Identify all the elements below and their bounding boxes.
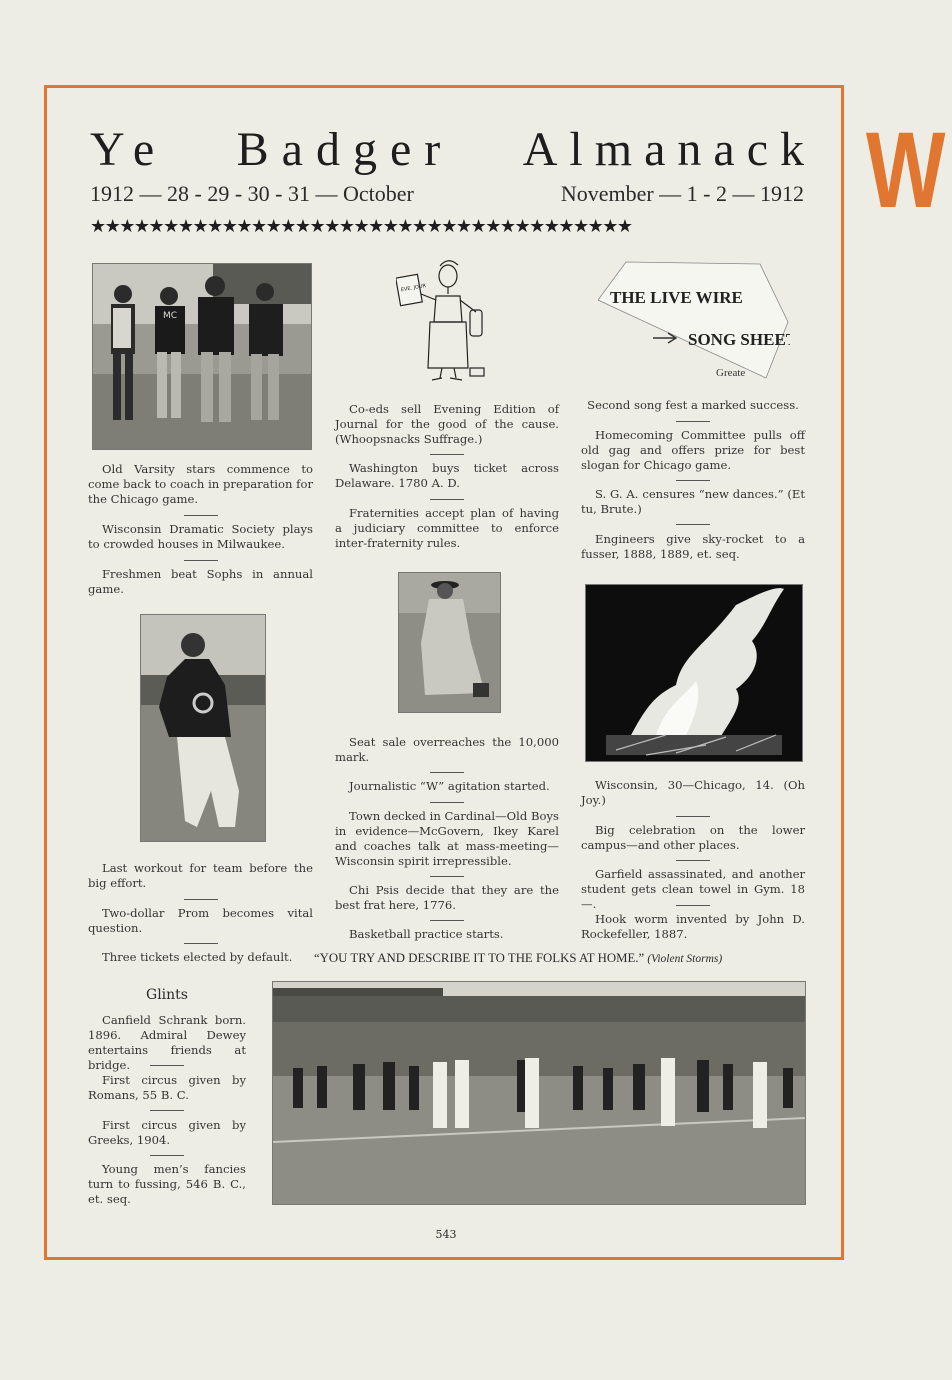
divider — [676, 860, 710, 861]
page-number: 543 — [435, 1228, 457, 1241]
star-divider: ★★★★★★★★★★★★★★★★★★★★★★★★★★★★★★★★★★★★★ — [90, 216, 632, 237]
col1-item-3: Freshmen beat Sophs in annual game. — [88, 567, 313, 596]
divider — [676, 816, 710, 817]
col1-item-4: Last workout for team before the big effort. — [88, 861, 313, 890]
col3-item-7: Garfield assassinated, and another student gets clean towel in Gym. 18—. — [581, 867, 805, 911]
col3-item-6: Big celebration on the lower campus—and other places. — [581, 823, 805, 852]
divider — [430, 454, 464, 455]
divider — [676, 480, 710, 481]
divider — [430, 499, 464, 500]
divider — [184, 515, 218, 516]
col1-item-5: Two-dollar Prom becomes vital question. — [88, 906, 313, 935]
divider — [184, 943, 218, 944]
col1-item-6: Three tickets elected by default. — [102, 950, 293, 964]
col3-item-8: Hook worm invented by John D. Rockefeller, 1887. — [581, 912, 805, 941]
divider — [150, 1065, 184, 1066]
divider — [676, 421, 710, 422]
divider — [150, 1155, 184, 1156]
quote-text: “YOU TRY AND DESCRIBE IT TO THE FOLKS AT HOME.” — [314, 951, 645, 965]
svg-text:MC: MC — [163, 311, 178, 321]
col2-item-4: Seat sale overreaches the 10,000 mark. — [335, 735, 559, 764]
col3-item-5: Wisconsin, 30—Chicago, 14. (Oh Joy.) — [581, 778, 805, 807]
divider — [430, 802, 464, 803]
col3-item-4: Engineers give sky-rocket to a fusser, 1888, 1889, et. seq. — [581, 532, 805, 561]
glints-item-2: First circus given by Romans, 55 B. C. — [88, 1073, 246, 1102]
col2-item-3: Fraternities accept plan of having a judiciary committee to enforce inter-fraternity rules. — [335, 506, 559, 550]
photo-bonfire — [585, 584, 803, 762]
title-word-badger: Badger — [236, 123, 454, 176]
col1-item-1: Old Varsity stars commence to come back to coach in preparation for the Chicago game. — [88, 462, 313, 506]
photo-last-workout — [140, 614, 266, 842]
song-sheet-line2: SONG SHEET — [688, 330, 790, 349]
col3-item-3: S. G. A. censures “new dances.” (Et tu, Brute.) — [581, 487, 805, 516]
divider — [430, 772, 464, 773]
divider — [430, 920, 464, 921]
page-title — [90, 122, 816, 178]
quote-source: (Violent Storms) — [647, 953, 723, 965]
newspaper-sign: EVE. JOUR — [400, 283, 427, 294]
title-word-almanack: Almanack — [522, 123, 816, 176]
divider — [184, 899, 218, 900]
divider — [430, 876, 464, 877]
col2-item-2: Washington buys ticket across Delaware. 1780 A. D. — [335, 461, 559, 490]
photo-kneeling-coach — [398, 572, 501, 713]
glints-item-1: Canfield Schrank born. 1896. Admiral Dewey entertains friends at bridge. — [88, 1013, 246, 1072]
col3-item-1: Second song fest a marked success. — [587, 398, 799, 412]
dates-october: 1912 — 28 - 29 - 30 - 31 — October — [90, 181, 414, 206]
divider — [676, 905, 710, 906]
glints-item-4: Young men’s fancies turn to fussing, 546 B. C., et. seq. — [88, 1162, 246, 1206]
song-sheet-line1: THE LIVE WIRE — [610, 288, 743, 307]
col2-item-6: Town decked in Cardinal—Old Boys in evidence—McGovern, Ikey Karel and coaches talk at mass-meeting—Wisconsin spirit irrepressible. — [335, 809, 559, 868]
col3-item-2: Homecoming Committee pulls off old gag and offers prize for best slogan for Chicago game. — [581, 428, 805, 472]
song-sheet-line3: Greate — [716, 367, 746, 379]
divider — [676, 524, 710, 525]
col2-item-7: Chi Psis decide that they are the best frat here, 1776. — [335, 883, 559, 912]
dates-november: November — 1 - 2 — 1912 — [560, 181, 804, 206]
date-line — [90, 178, 804, 210]
drawing-coed-newspaper — [396, 256, 494, 386]
col2-item-5: Journalistic “W” agitation started. — [349, 779, 550, 793]
glints-item-3: First circus given by Greeks, 1904. — [88, 1118, 246, 1147]
glints-heading: Glints — [146, 987, 188, 1003]
photo-stadium-crowd — [272, 981, 806, 1205]
title-word-ye: Ye — [90, 123, 168, 176]
photo-caption-quote — [314, 950, 804, 967]
col2-item-1: Co-eds sell Evening Edition of Journal for the good of the cause. (Whoopsnacks Suffrage.) — [335, 402, 559, 446]
photo-varsity-stars — [92, 263, 312, 450]
col2-item-8: Basketball practice starts. — [349, 927, 504, 941]
divider — [184, 560, 218, 561]
divider — [150, 1110, 184, 1111]
clipping-live-wire-song-sheet — [598, 260, 790, 380]
col1-item-2: Wisconsin Dramatic Society plays to crowded houses in Milwaukee. — [88, 522, 313, 551]
section-letter-tab: W — [866, 109, 946, 230]
